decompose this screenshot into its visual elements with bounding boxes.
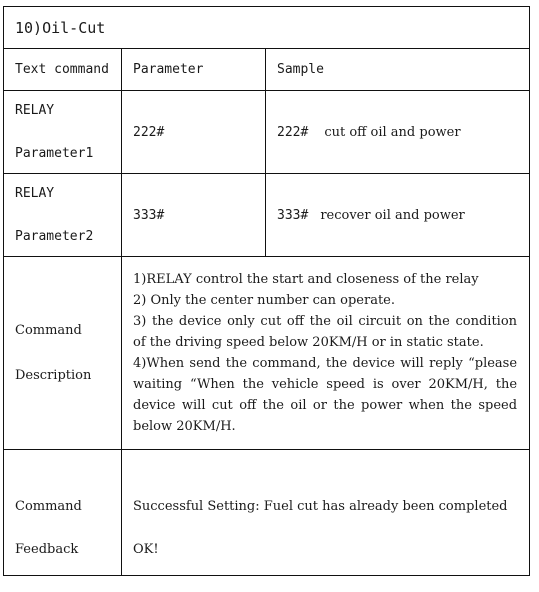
feedback-label-line2: Feedback xyxy=(15,541,79,557)
sample-cell xyxy=(266,174,530,257)
sample-code: 222# xyxy=(277,124,309,140)
header-sample xyxy=(266,49,530,91)
table-row xyxy=(4,91,530,174)
feedback-label-cell xyxy=(4,450,122,576)
sample-text: recover oil and power xyxy=(320,207,465,223)
feedback-text-cell xyxy=(122,450,530,576)
header-text-command xyxy=(4,49,122,91)
feedback-line2: OK! xyxy=(133,541,159,557)
description-label-line1: Command xyxy=(15,323,82,338)
feedback-row xyxy=(4,450,530,576)
header-sample-label: Sample xyxy=(277,62,324,77)
command-name: RELAY xyxy=(15,103,55,118)
sample-text: cut off oil and power xyxy=(324,124,461,140)
description-line: 4)When send the command, the device will reply “please waiting “When the vehicle speed is over 20KM/H, the device will cut off the oil or the power when the speed below 20KM/H. xyxy=(133,356,518,434)
parameter-value: 333# xyxy=(133,207,165,223)
command-param-label: Parameter1 xyxy=(15,146,94,161)
description-line: 1)RELAY control the start and closeness of the relay xyxy=(133,272,479,287)
parameter-value: 222# xyxy=(133,124,165,140)
table-row xyxy=(4,174,530,257)
oil-cut-table xyxy=(3,6,530,576)
feedback-label-line1: Command xyxy=(15,498,82,514)
description-text-cell xyxy=(122,257,530,450)
sample-code: 333# xyxy=(277,207,309,223)
description-line: 3) the device only cut off the oil circuit on the condition of the driving speed below 20KM/H or in static state. xyxy=(133,314,518,350)
description-label-cell xyxy=(4,257,122,450)
description-label-line2: Description xyxy=(15,368,92,383)
description-line: 2) Only the center number can operate. xyxy=(133,293,395,308)
command-param-label: Parameter2 xyxy=(15,229,94,244)
command-cell xyxy=(4,91,122,174)
command-cell xyxy=(4,174,122,257)
section-title: 10)Oil-Cut xyxy=(15,18,106,37)
description-row xyxy=(4,257,530,450)
parameter-cell xyxy=(122,174,266,257)
header-parameter xyxy=(122,49,266,91)
header-text-command-label: Text command xyxy=(15,62,109,77)
parameter-cell xyxy=(122,91,266,174)
section-title-cell xyxy=(4,7,530,49)
feedback-line1: Successful Setting: Fuel cut has already been completed xyxy=(133,498,508,514)
command-name: RELAY xyxy=(15,186,55,201)
sample-cell xyxy=(266,91,530,174)
header-parameter-label: Parameter xyxy=(133,62,204,77)
